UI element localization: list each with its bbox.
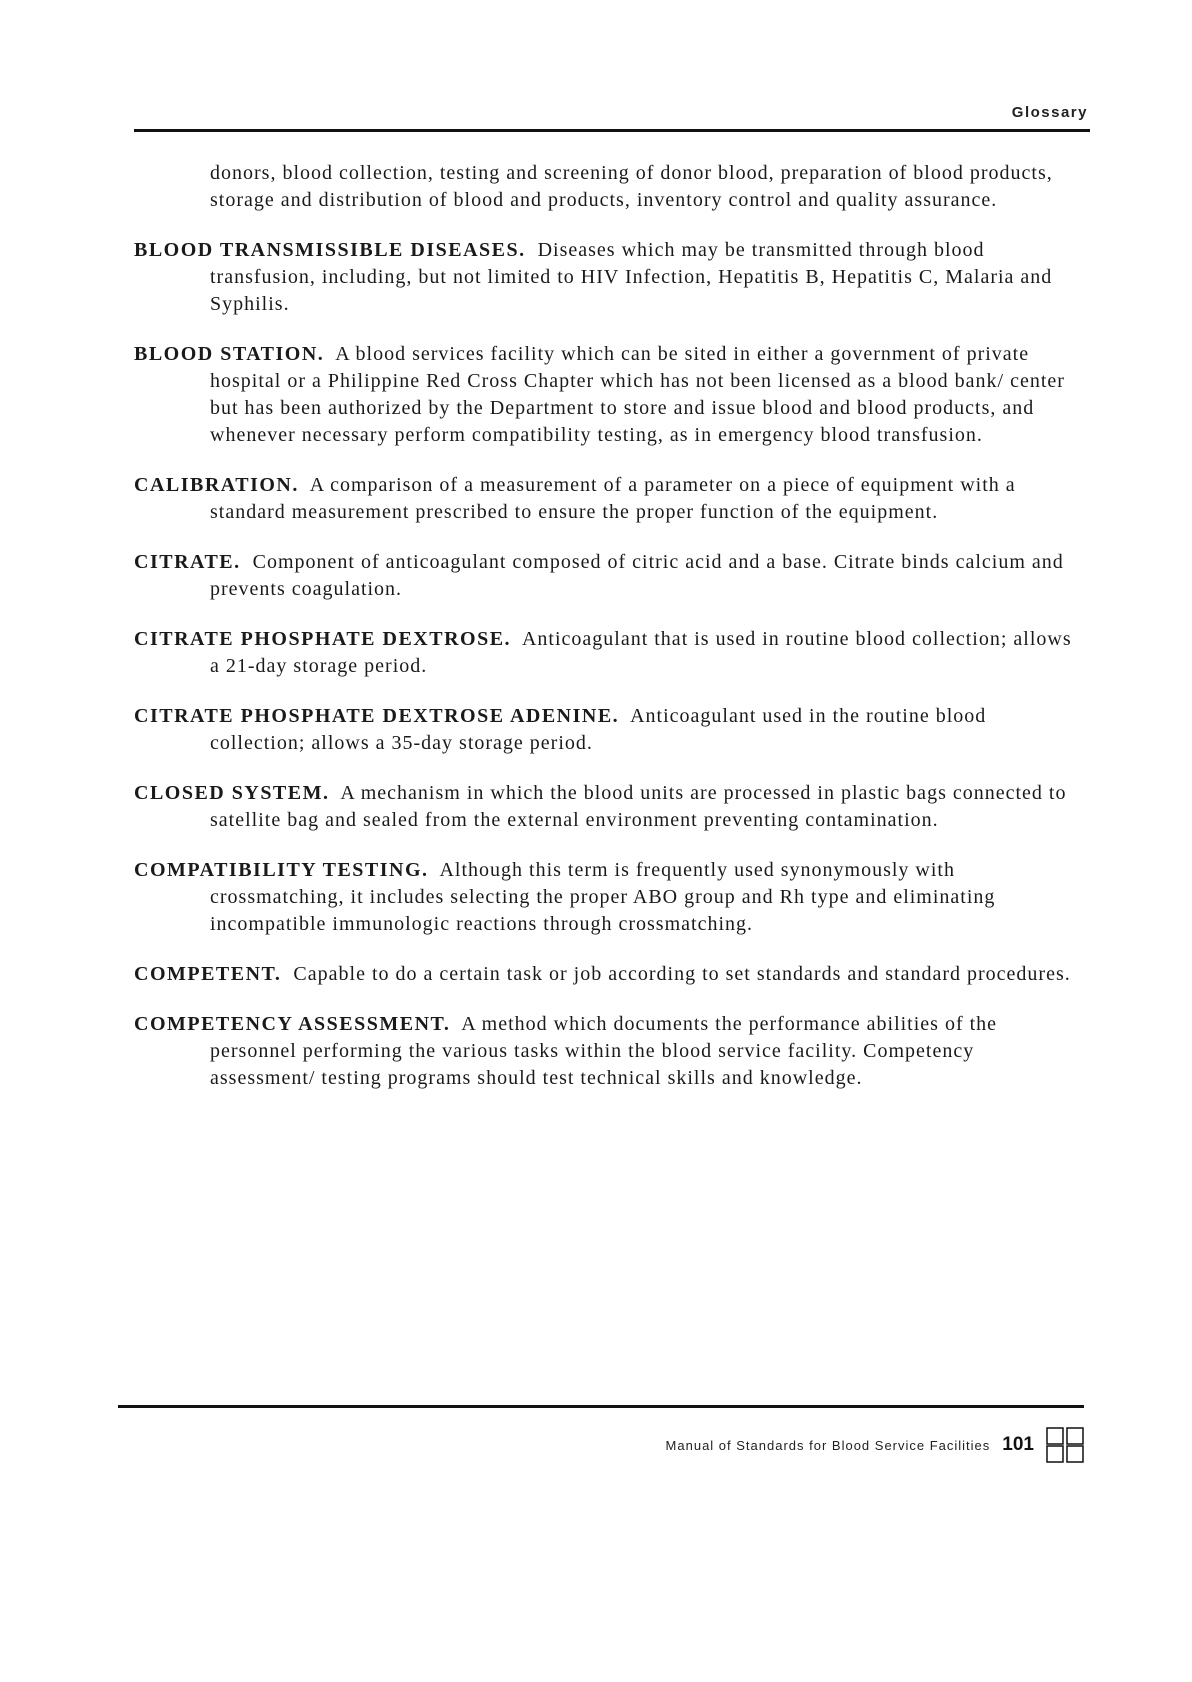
glossary-content [134,160,1084,1112]
footer-title: Manual of Standards for Blood Service Facilities [665,1437,991,1453]
glossary-entry [134,780,1084,834]
glossary-term: BLOOD TRANSMISSIBLE DISEASES. [134,239,526,261]
glossary-definition: Anticoagulant used in the routine blood collection; allows a 35-day storage period. [210,705,987,754]
glossary-definition: Diseases which may be transmitted through blood transfusion, including, but not limited to HIV Infection, Hepatitis B, Hepatitis C, Malaria and Syphilis. [210,239,1053,315]
glossary-entry [134,472,1084,526]
header-divider [134,129,1090,132]
glossary-definition: A comparison of a measurement of a parameter on a piece of equipment with a standard measurement prescribed to ensure the proper function of the equipment. [210,474,1016,523]
glossary-term: BLOOD STATION. [134,343,325,365]
glossary-term: COMPETENCY ASSESSMENT. [134,1013,451,1035]
glossary-definition: Capable to do a certain task or job according to set standards and standard procedures. [293,963,1071,985]
footer-divider [118,1405,1084,1408]
glossary-entry [134,703,1084,757]
glossary-definition: A mechanism in which the blood units are processed in plastic bags connected to satellite bag and sealed from the external environment preventing contamination. [210,782,1067,831]
page-number: 101 [1002,1434,1034,1455]
glossary-term: CITRATE. [134,551,241,573]
glossary-entries [134,237,1084,1092]
glossary-definition: A method which documents the performance abilities of the personnel performing the various tasks within the blood service facility. Competency assessment/ testing programs should test technical skills and knowledge. [210,1013,998,1089]
glossary-term: CITRATE PHOSPHATE DEXTROSE ADENINE. [134,705,620,727]
footer [666,1427,1084,1463]
glossary-definition: Although this term is frequently used synonymously with crossmatching, it includes selecting the proper ABO group and Rh type and eliminating incompatible immunologic reactions through crossmatching. [210,859,996,935]
section-header: Glossary [1011,104,1088,121]
glossary-entry [134,549,1084,603]
glossary-term: CALIBRATION. [134,474,299,496]
glossary-term: CITRATE PHOSPHATE DEXTROSE. [134,628,512,650]
four-squares-logo-icon [1046,1427,1084,1463]
glossary-entry [134,1011,1084,1092]
glossary-term: COMPATIBILITY TESTING. [134,859,429,881]
glossary-entry [134,626,1084,680]
intro-continuation: donors, blood collection, testing and screening of donor blood, preparation of blood products, storage and distribution of blood and products, inventory control and quality assurance. [210,162,1053,211]
glossary-entry [134,961,1084,988]
glossary-term: COMPETENT. [134,963,282,985]
glossary-entry [134,341,1084,449]
glossary-entry [134,857,1084,938]
glossary-entry [134,237,1084,318]
glossary-definition: A blood services facility which can be sited in either a government of private hospital or a Philippine Red Cross Chapter which has not been licensed as a blood bank/ center but has been authorized by the Department to store and issue blood and blood products, and whenever necessary perform compatibility testing, as in emergency blood transfusion. [210,343,1065,446]
glossary-definition: Anticoagulant that is used in routine blood collection; allows a 21-day storage period. [210,628,1072,677]
glossary-definition: Component of anticoagulant composed of citric acid and a base. Citrate binds calcium and prevents coagulation. [210,551,1064,600]
glossary-term: CLOSED SYSTEM. [134,782,330,804]
